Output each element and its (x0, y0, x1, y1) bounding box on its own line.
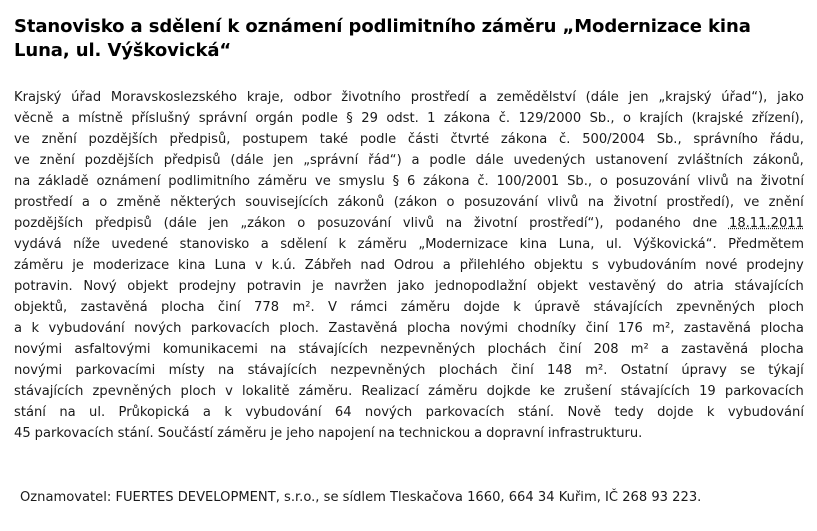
body-line: na základě oznámení podlimitního záměru ve smyslu § 6 zákona č. 100/2001 Sb., o posuzování vlivů na životní (14, 174, 804, 189)
body-line: Krajský úřad Moravskoslezského kraje, odbor životního prostředí a zemědělství (dále jen „krajský úřad“), jako (14, 90, 804, 105)
body-line: vydává níže uvedené stanovisko a sdělení k záměru „Modernizace kina Luna, ul. Výškovická“. Předmětem (14, 237, 804, 252)
body-line: pozdějších předpisů (dále jen „zákon o posuzování vlivů na životní prostředí“), podaného dne 18.11.2011 (14, 216, 804, 231)
body-line: potravin. Nový objekt prodejny potravin je navržen jako jednopodlažní objekt vestavěný do atria stávajících (14, 279, 804, 294)
body-line: ve znění pozdějších předpisů, postupem také podle části čtvrté zákona č. 500/2004 Sb., správního řádu, (14, 132, 804, 147)
body-line: objektů, zastavěná plocha činí 778 m². V rámci záměru dojde k úpravě stávajících zpevněných ploch (14, 300, 804, 315)
notifier-line: Oznamovatel: FUERTES DEVELOPMENT, s.r.o., se sídlem Tleskačova 1660, 664 34 Kuřim, IČ 268 93 223. (20, 490, 702, 505)
body-line: a k vybudování nových parkovacích ploch. Zastavěná plocha novými chodníky činí 176 m², zastavěná plocha (14, 321, 804, 336)
body-line: novými asfaltovými komunikacemi na stávajících nezpevněných plochách činí 208 m² a zastavěná plocha (14, 342, 804, 357)
body-line: ve znění pozdějších předpisů (dále jen „správní řád“) a podle dále uvedených ustanovení zvláštních zákonů, (14, 153, 804, 168)
body-line: prostředí a o změně některých souvisejících zákonů (zákon o posuzování vlivů na životní prostředí), ve znění (14, 195, 804, 210)
body-line: věcně a místně příslušný správní orgán podle § 29 odst. 1 zákona č. 129/2000 Sb., o krajích (krajské zřízení), (14, 111, 804, 126)
body-line: záměru je moderizace kina Luna v k.ú. Zábřeh nad Odrou a přilehlého objektu s vybudováním nové prodejny (14, 258, 804, 273)
title-line-2: Luna, ul. Výškovická“ (14, 40, 232, 61)
body-line: stávajících zpevněných ploch v lokalitě záměru. Realizací záměru dojkde ke zrušení stávajících 19 parkovacích (14, 384, 804, 399)
document-body (14, 87, 804, 444)
body-line: stání na ul. Průkopická a k vybudování 64 nových parkovacích stání. Nově tedy dojde k vybudování (14, 405, 804, 420)
title-line-1: Stanovisko a sdělení k oznámení podlimitního záměru „Modernizace kina (14, 16, 751, 37)
body-line: 45 parkovacích stání. Součástí záměru je jeho napojení na technickou a dopravní infrastrukturu. (14, 426, 643, 441)
body-line: novými parkovacími místy na stávajících nezpevněných plochách činí 148 m². Ostatní úpravy se týkají (14, 363, 804, 378)
document-title (14, 15, 814, 63)
